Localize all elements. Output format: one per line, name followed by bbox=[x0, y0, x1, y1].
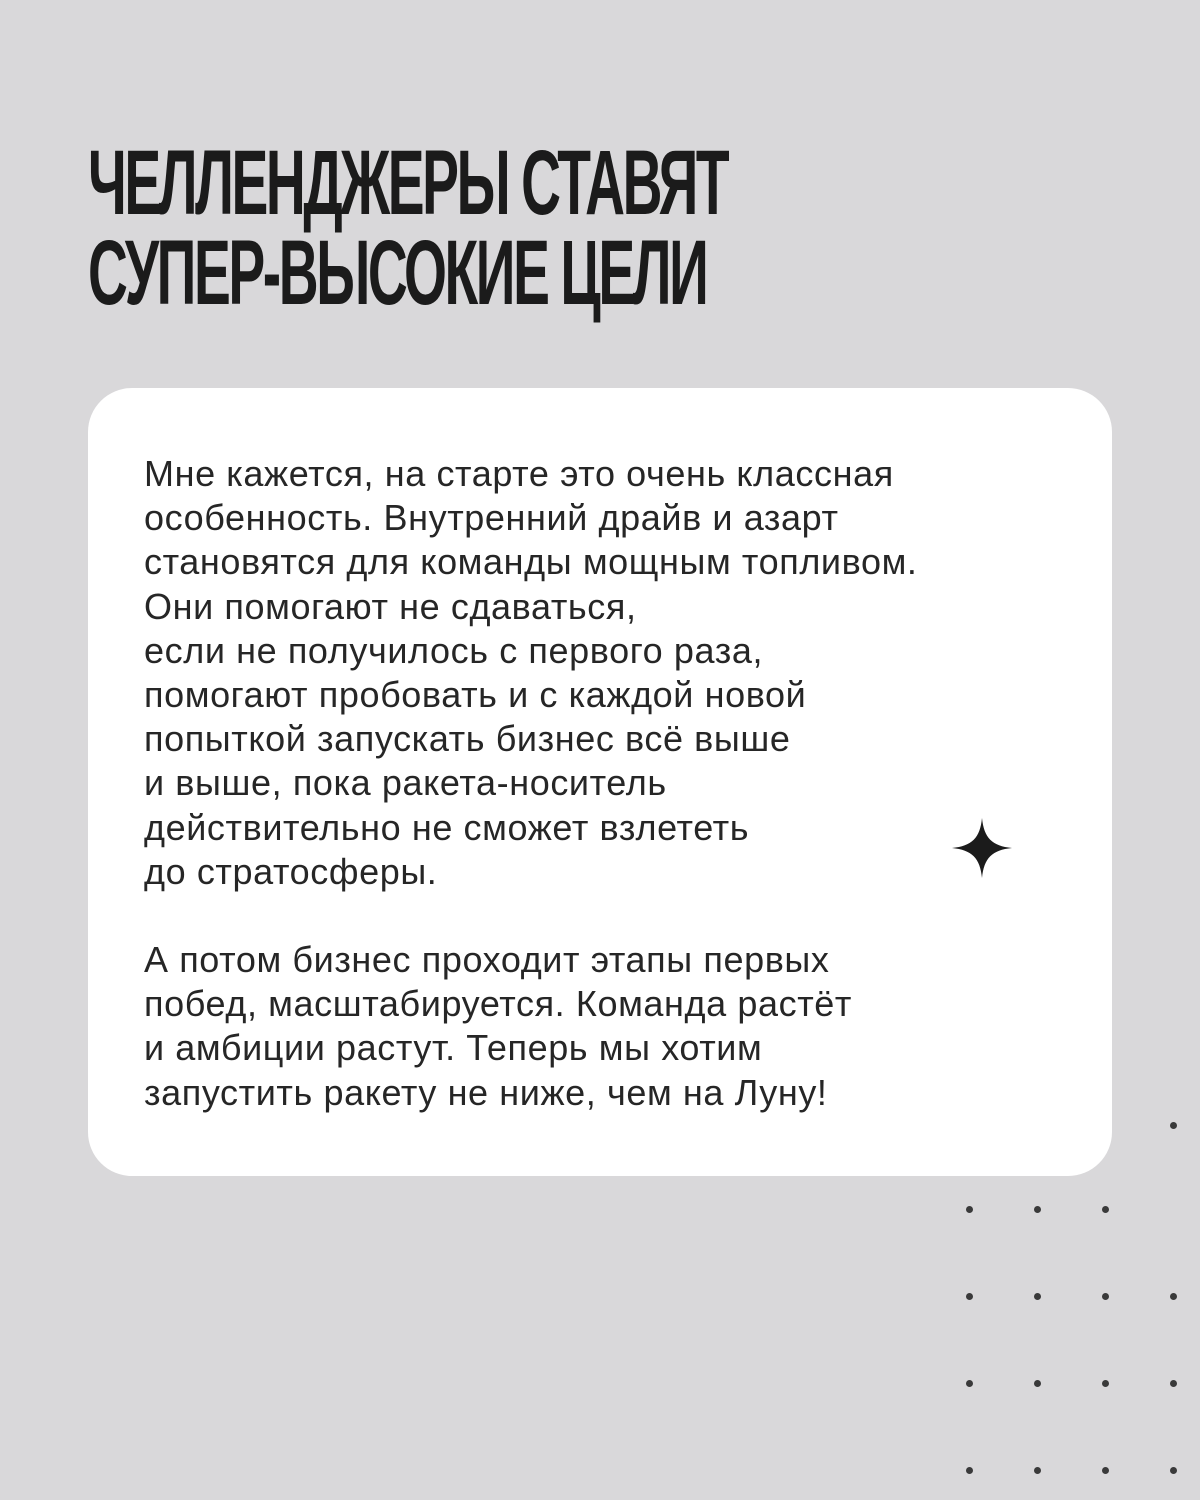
grid-dot bbox=[1034, 1293, 1041, 1300]
grid-dot bbox=[1102, 1293, 1109, 1300]
grid-dot bbox=[1034, 1206, 1041, 1213]
paragraph-line: до стратосферы. bbox=[144, 850, 438, 892]
grid-dot bbox=[1170, 1122, 1177, 1129]
paragraph-line: если не получилось с первого раза, bbox=[144, 629, 764, 671]
paragraph-line: попыткой запускать бизнес всё выше bbox=[144, 718, 791, 760]
grid-dot bbox=[1102, 1380, 1109, 1387]
paragraph-gap bbox=[144, 894, 1084, 938]
paragraph-line: запустить ракету не ниже, чем на Луну! bbox=[144, 1071, 828, 1113]
grid-dot bbox=[966, 1380, 973, 1387]
grid-dot bbox=[1170, 1467, 1177, 1474]
paragraph-line: особенность. Внутренний драйв и азарт bbox=[144, 497, 839, 539]
paragraph-line: помогают пробовать и с каждой новой bbox=[144, 674, 807, 716]
grid-dot bbox=[1034, 1380, 1041, 1387]
paragraph-line: Они помогают не сдаваться, bbox=[144, 585, 637, 627]
grid-dot bbox=[966, 1467, 973, 1474]
quote-text bbox=[144, 452, 1084, 1115]
grid-dot bbox=[1034, 1467, 1041, 1474]
paragraph-line: Мне кажется, на старте это очень классная bbox=[144, 453, 894, 494]
paragraph-1 bbox=[144, 452, 1084, 894]
paragraph-2 bbox=[144, 938, 1084, 1115]
paragraph-line: становятся для команды мощным топливом. bbox=[144, 541, 918, 583]
paragraph-line: и амбиции растут. Теперь мы хотим bbox=[144, 1027, 763, 1069]
title-line-2: СУПЕР-ВЫСОКИЕ ЦЕЛИ bbox=[88, 222, 707, 324]
title-line-1: ЧЕЛЛЕНДЖЕРЫ СТАВЯТ bbox=[88, 132, 728, 234]
four-point-star-icon bbox=[952, 818, 1012, 878]
grid-dot bbox=[1170, 1293, 1177, 1300]
grid-dot bbox=[966, 1293, 973, 1300]
paragraph-line: действительно не сможет взлететь bbox=[144, 806, 750, 848]
quote-card bbox=[88, 388, 1112, 1176]
paragraph-line: побед, масштабируется. Команда растёт bbox=[144, 983, 852, 1025]
paragraph-line: и выше, пока ракета-носитель bbox=[144, 762, 667, 804]
grid-dot bbox=[966, 1206, 973, 1213]
grid-dot bbox=[1102, 1206, 1109, 1213]
grid-dot bbox=[1102, 1467, 1109, 1474]
grid-dot bbox=[1170, 1380, 1177, 1387]
paragraph-line: А потом бизнес проходит этапы первых bbox=[144, 939, 830, 981]
dot-grid-icon bbox=[958, 1198, 1198, 1468]
page-title bbox=[88, 132, 728, 324]
